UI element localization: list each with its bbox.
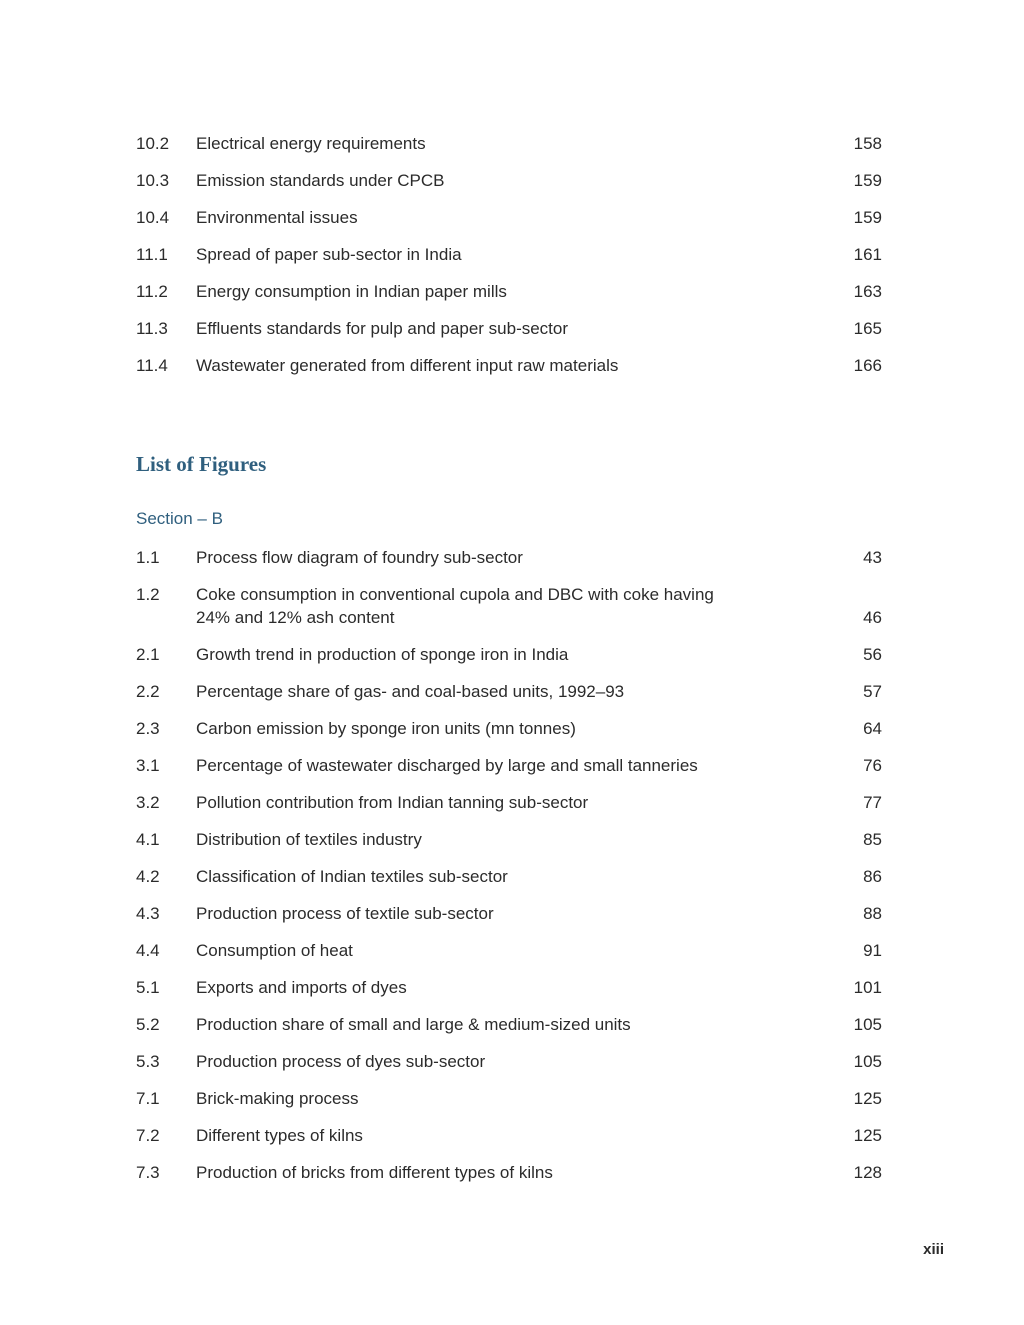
entry-title-line: Consumption of heat bbox=[196, 941, 353, 960]
toc-entry bbox=[136, 243, 882, 280]
list-of-figures-heading: List of Figures bbox=[136, 452, 267, 476]
entry-number: 7.3 bbox=[136, 1163, 160, 1182]
entry-number: 5.2 bbox=[136, 1015, 160, 1034]
entry-title-line: Spread of paper sub-sector in India bbox=[196, 245, 462, 264]
entry-title bbox=[196, 680, 776, 703]
entry-page-number: 101 bbox=[853, 978, 882, 997]
entry-title-line-2: 24% and 12% ash content bbox=[196, 608, 395, 627]
entry-page-number: 88 bbox=[863, 904, 882, 923]
entry-title-line: Distribution of textiles industry bbox=[196, 830, 422, 849]
entry-number: 10.2 bbox=[136, 134, 170, 153]
entry-number: 7.1 bbox=[136, 1089, 160, 1108]
entry-title-line: Wastewater generated from different input raw materials bbox=[196, 356, 619, 375]
entry-number: 5.3 bbox=[136, 1052, 160, 1071]
entry-title bbox=[196, 317, 776, 340]
entry-number: 11.2 bbox=[136, 282, 168, 301]
entry-page-number: 56 bbox=[863, 645, 882, 664]
toc-entry bbox=[136, 1124, 882, 1161]
entry-title-line: Energy consumption in Indian paper mills bbox=[196, 282, 507, 301]
section-b-label: Section – B bbox=[136, 509, 223, 528]
entry-title bbox=[196, 1050, 776, 1073]
entry-page-number: 76 bbox=[863, 756, 882, 775]
entry-title bbox=[196, 1013, 776, 1036]
list-of-figures bbox=[136, 546, 882, 1198]
toc-entry bbox=[136, 791, 882, 828]
entry-title bbox=[196, 791, 776, 814]
entry-page-number: 91 bbox=[863, 941, 882, 960]
toc-entry bbox=[136, 280, 882, 317]
toc-entry bbox=[136, 865, 882, 902]
entry-number: 4.3 bbox=[136, 904, 160, 923]
toc-entry bbox=[136, 583, 882, 643]
entry-page-number: 77 bbox=[863, 793, 882, 812]
entry-page-number: 105 bbox=[853, 1015, 882, 1034]
entry-page-number: 163 bbox=[853, 282, 882, 301]
entry-title-line: Percentage share of gas- and coal-based units, 1992–93 bbox=[196, 682, 625, 701]
toc-entry bbox=[136, 206, 882, 243]
entry-number: 10.4 bbox=[136, 208, 170, 227]
toc-entry bbox=[136, 1161, 882, 1198]
toc-entry bbox=[136, 546, 882, 583]
toc-entry bbox=[136, 828, 882, 865]
entry-page-number: 85 bbox=[863, 830, 882, 849]
toc-entry bbox=[136, 976, 882, 1013]
entry-title-line: Classification of Indian textiles sub-sector bbox=[196, 867, 508, 886]
entry-number: 11.3 bbox=[136, 319, 168, 338]
entry-number: 5.1 bbox=[136, 978, 160, 997]
entry-page-number: 158 bbox=[853, 134, 882, 153]
entry-page-number: 125 bbox=[853, 1126, 882, 1145]
entry-title bbox=[196, 754, 776, 777]
entry-title bbox=[196, 1124, 776, 1147]
entry-page-number: 161 bbox=[853, 245, 882, 264]
entry-title bbox=[196, 828, 776, 851]
entry-title bbox=[196, 280, 776, 303]
entry-title-line: Carbon emission by sponge iron units (mn tonnes) bbox=[196, 719, 576, 738]
page-number: xiii bbox=[923, 1241, 944, 1258]
entry-number: 4.4 bbox=[136, 941, 160, 960]
entry-title bbox=[196, 169, 776, 192]
entry-title bbox=[196, 1161, 776, 1184]
entry-number: 3.1 bbox=[136, 756, 160, 775]
entry-title-line: Production process of dyes sub-sector bbox=[196, 1052, 486, 1071]
entry-title-line: Production share of small and large & medium-sized units bbox=[196, 1015, 631, 1034]
entry-page-number: 43 bbox=[863, 548, 882, 567]
entry-number: 1.1 bbox=[136, 548, 160, 567]
entry-number: 7.2 bbox=[136, 1126, 160, 1145]
entry-title bbox=[196, 717, 776, 740]
toc-entry bbox=[136, 754, 882, 791]
entry-number: 11.4 bbox=[136, 356, 168, 375]
entry-page-number: 46 bbox=[863, 608, 882, 627]
entry-page-number: 64 bbox=[863, 719, 882, 738]
toc-entry bbox=[136, 169, 882, 206]
entry-title-line: Emission standards under CPCB bbox=[196, 171, 445, 190]
entry-number: 4.2 bbox=[136, 867, 160, 886]
entry-number: 4.1 bbox=[136, 830, 160, 849]
entry-title-line: Process flow diagram of foundry sub-sector bbox=[196, 548, 523, 567]
entry-page-number: 159 bbox=[853, 171, 882, 190]
entry-number: 11.1 bbox=[136, 245, 168, 264]
entry-title-line: Percentage of wastewater discharged by large and small tanneries bbox=[196, 756, 698, 775]
entry-page-number: 105 bbox=[853, 1052, 882, 1071]
toc-entry bbox=[136, 902, 882, 939]
toc-entry bbox=[136, 1050, 882, 1087]
toc-entry bbox=[136, 1087, 882, 1124]
entry-title bbox=[196, 865, 776, 888]
entry-number: 2.2 bbox=[136, 682, 160, 701]
entry-title bbox=[196, 206, 776, 229]
entry-title-line: Effluents standards for pulp and paper sub-sector bbox=[196, 319, 569, 338]
toc-entry bbox=[136, 643, 882, 680]
toc-entry bbox=[136, 354, 882, 391]
entry-title-line: Environmental issues bbox=[196, 208, 358, 227]
entry-number: 1.2 bbox=[136, 585, 160, 604]
toc-entry bbox=[136, 717, 882, 754]
entry-page-number: 86 bbox=[863, 867, 882, 886]
entry-title-line: Brick-making process bbox=[196, 1089, 359, 1108]
entry-title bbox=[196, 1087, 776, 1110]
entry-page-number: 57 bbox=[863, 682, 882, 701]
entry-title bbox=[196, 546, 776, 569]
list-of-tables-continued bbox=[136, 132, 882, 391]
entry-title bbox=[196, 354, 776, 377]
entry-title bbox=[196, 132, 776, 155]
entry-page-number: 125 bbox=[853, 1089, 882, 1108]
entry-title bbox=[196, 902, 776, 925]
entry-number: 10.3 bbox=[136, 171, 170, 190]
entry-title-line: Exports and imports of dyes bbox=[196, 978, 407, 997]
toc-entry bbox=[136, 939, 882, 976]
entry-title-line: Production process of textile sub-sector bbox=[196, 904, 494, 923]
toc-entry bbox=[136, 1013, 882, 1050]
toc-entry bbox=[136, 317, 882, 354]
entry-title-line: Production of bricks from different types of kilns bbox=[196, 1163, 553, 1182]
toc-entry bbox=[136, 680, 882, 717]
entry-title-line: Coke consumption in conventional cupola and DBC with coke having bbox=[196, 585, 714, 604]
entry-title-line: Electrical energy requirements bbox=[196, 134, 426, 153]
entry-title bbox=[196, 643, 776, 666]
entry-title bbox=[196, 939, 776, 962]
entry-number: 2.3 bbox=[136, 719, 160, 738]
toc-entry bbox=[136, 132, 882, 169]
entry-page-number: 165 bbox=[853, 319, 882, 338]
entry-number: 3.2 bbox=[136, 793, 160, 812]
entry-page-number: 159 bbox=[853, 208, 882, 227]
entry-title bbox=[196, 243, 776, 266]
entry-title bbox=[196, 583, 776, 629]
entry-page-number: 128 bbox=[853, 1163, 882, 1182]
entry-title-line: Pollution contribution from Indian tanning sub-sector bbox=[196, 793, 589, 812]
entry-page-number: 166 bbox=[853, 356, 882, 375]
entry-number: 2.1 bbox=[136, 645, 160, 664]
entry-title bbox=[196, 976, 776, 999]
entry-title-line: Different types of kilns bbox=[196, 1126, 363, 1145]
entry-title-line: Growth trend in production of sponge iron in India bbox=[196, 645, 569, 664]
